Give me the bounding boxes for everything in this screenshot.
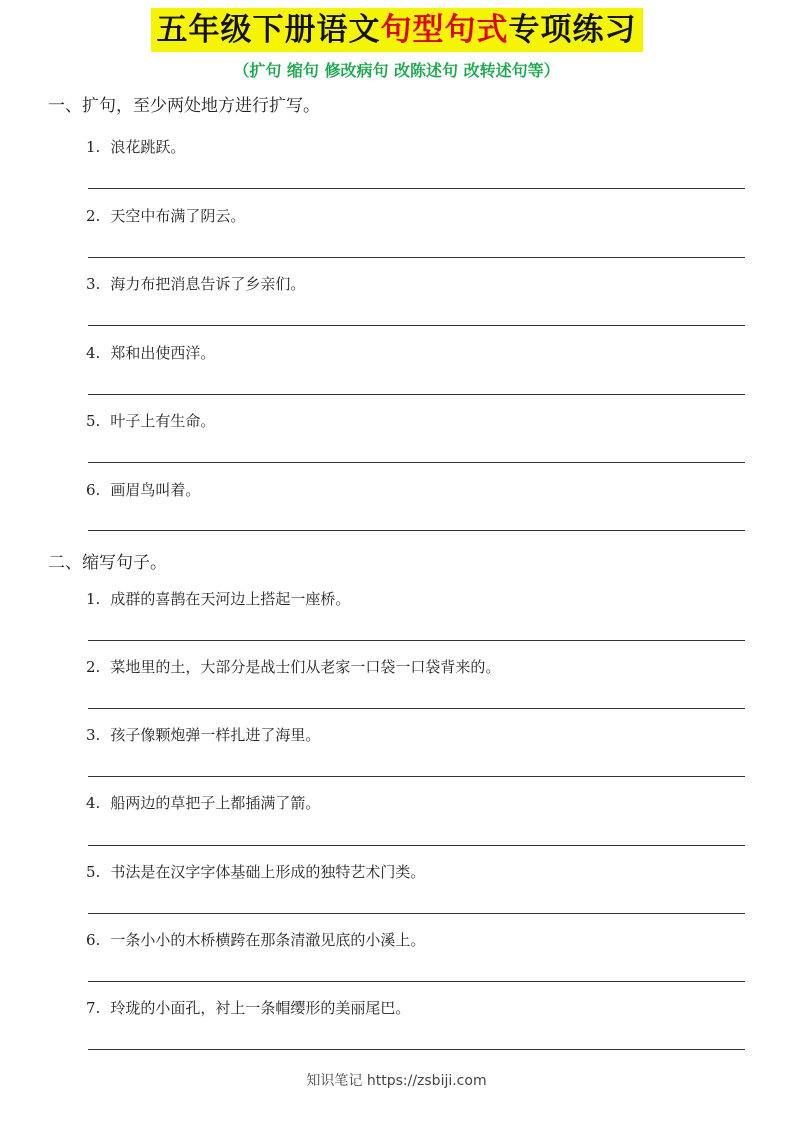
list-item <box>86 342 215 364</box>
item-text: 郑和出使西洋。 <box>110 344 216 362</box>
item-number: 1. <box>86 138 101 156</box>
item-number: 1. <box>86 590 101 608</box>
item-number: 5. <box>86 863 101 881</box>
footer-watermark: 知识笔记 https://zsbiji.com <box>306 1073 487 1089</box>
list-item <box>86 479 200 501</box>
item-text: 菜地里的土，大部分是战士们从老家一口袋一口袋背来的。 <box>110 658 501 676</box>
item-text: 成群的喜鹊在天河边上搭起一座桥。 <box>110 590 351 608</box>
answer-line[interactable] <box>88 708 745 709</box>
title-highlight: 句型句式 <box>380 12 509 48</box>
item-text: 浪花跳跃。 <box>110 138 186 156</box>
answer-line[interactable] <box>88 776 745 777</box>
item-number: 4. <box>86 344 101 362</box>
item-text: 画眉鸟叫着。 <box>110 481 201 499</box>
answer-line[interactable] <box>88 913 745 914</box>
answer-line[interactable] <box>88 640 745 641</box>
answer-line[interactable] <box>88 845 745 846</box>
list-item <box>86 410 215 432</box>
page-subtitle: （扩句 缩句 修改病句 改陈述句 改转述句等） <box>233 61 560 80</box>
list-item <box>86 792 320 814</box>
item-text: 天空中布满了阴云。 <box>110 207 246 225</box>
item-number: 3. <box>86 275 101 293</box>
item-number: 6. <box>86 931 101 949</box>
list-item <box>86 861 425 883</box>
item-number: 5. <box>86 412 101 430</box>
item-text: 孩子像颗炮弹一样扎进了海里。 <box>110 726 321 744</box>
title-part-3: 专项练习 <box>508 12 637 48</box>
item-number: 2. <box>86 658 101 676</box>
list-item <box>86 656 500 678</box>
item-number: 4. <box>86 794 101 812</box>
answer-line[interactable] <box>88 325 745 326</box>
page-title <box>151 8 643 52</box>
title-part-1: 五年级下册语文 <box>156 12 381 48</box>
item-number: 3. <box>86 726 101 744</box>
section-heading-shorten: 二、缩写句子。 <box>48 553 167 573</box>
answer-line[interactable] <box>88 188 745 189</box>
item-number: 2. <box>86 207 101 225</box>
answer-line[interactable] <box>88 462 745 463</box>
list-item <box>86 588 350 610</box>
item-text: 书法是在汉字字体基础上形成的独特艺术门类。 <box>110 863 426 881</box>
list-item <box>86 205 245 227</box>
item-number: 6. <box>86 481 101 499</box>
answer-line[interactable] <box>88 530 745 531</box>
item-text: 玲珑的小面孔，衬上一条帽缨形的美丽尾巴。 <box>110 999 411 1017</box>
item-text: 一条小小的木桥横跨在那条清澈见底的小溪上。 <box>110 931 426 949</box>
list-item <box>86 929 425 951</box>
answer-line[interactable] <box>88 981 745 982</box>
answer-line[interactable] <box>88 257 745 258</box>
list-item <box>86 997 410 1019</box>
list-item <box>86 273 305 295</box>
list-item <box>86 724 320 746</box>
answer-line[interactable] <box>88 394 745 395</box>
answer-line[interactable] <box>88 1049 745 1050</box>
item-text: 船两边的草把子上都插满了箭。 <box>110 794 321 812</box>
section-heading-expand: 一、扩句，至少两处地方进行扩写。 <box>48 96 320 116</box>
item-text: 叶子上有生命。 <box>110 412 216 430</box>
item-text: 海力布把消息告诉了乡亲们。 <box>110 275 306 293</box>
item-number: 7. <box>86 999 101 1017</box>
title-block <box>0 8 793 52</box>
list-item <box>86 136 185 158</box>
